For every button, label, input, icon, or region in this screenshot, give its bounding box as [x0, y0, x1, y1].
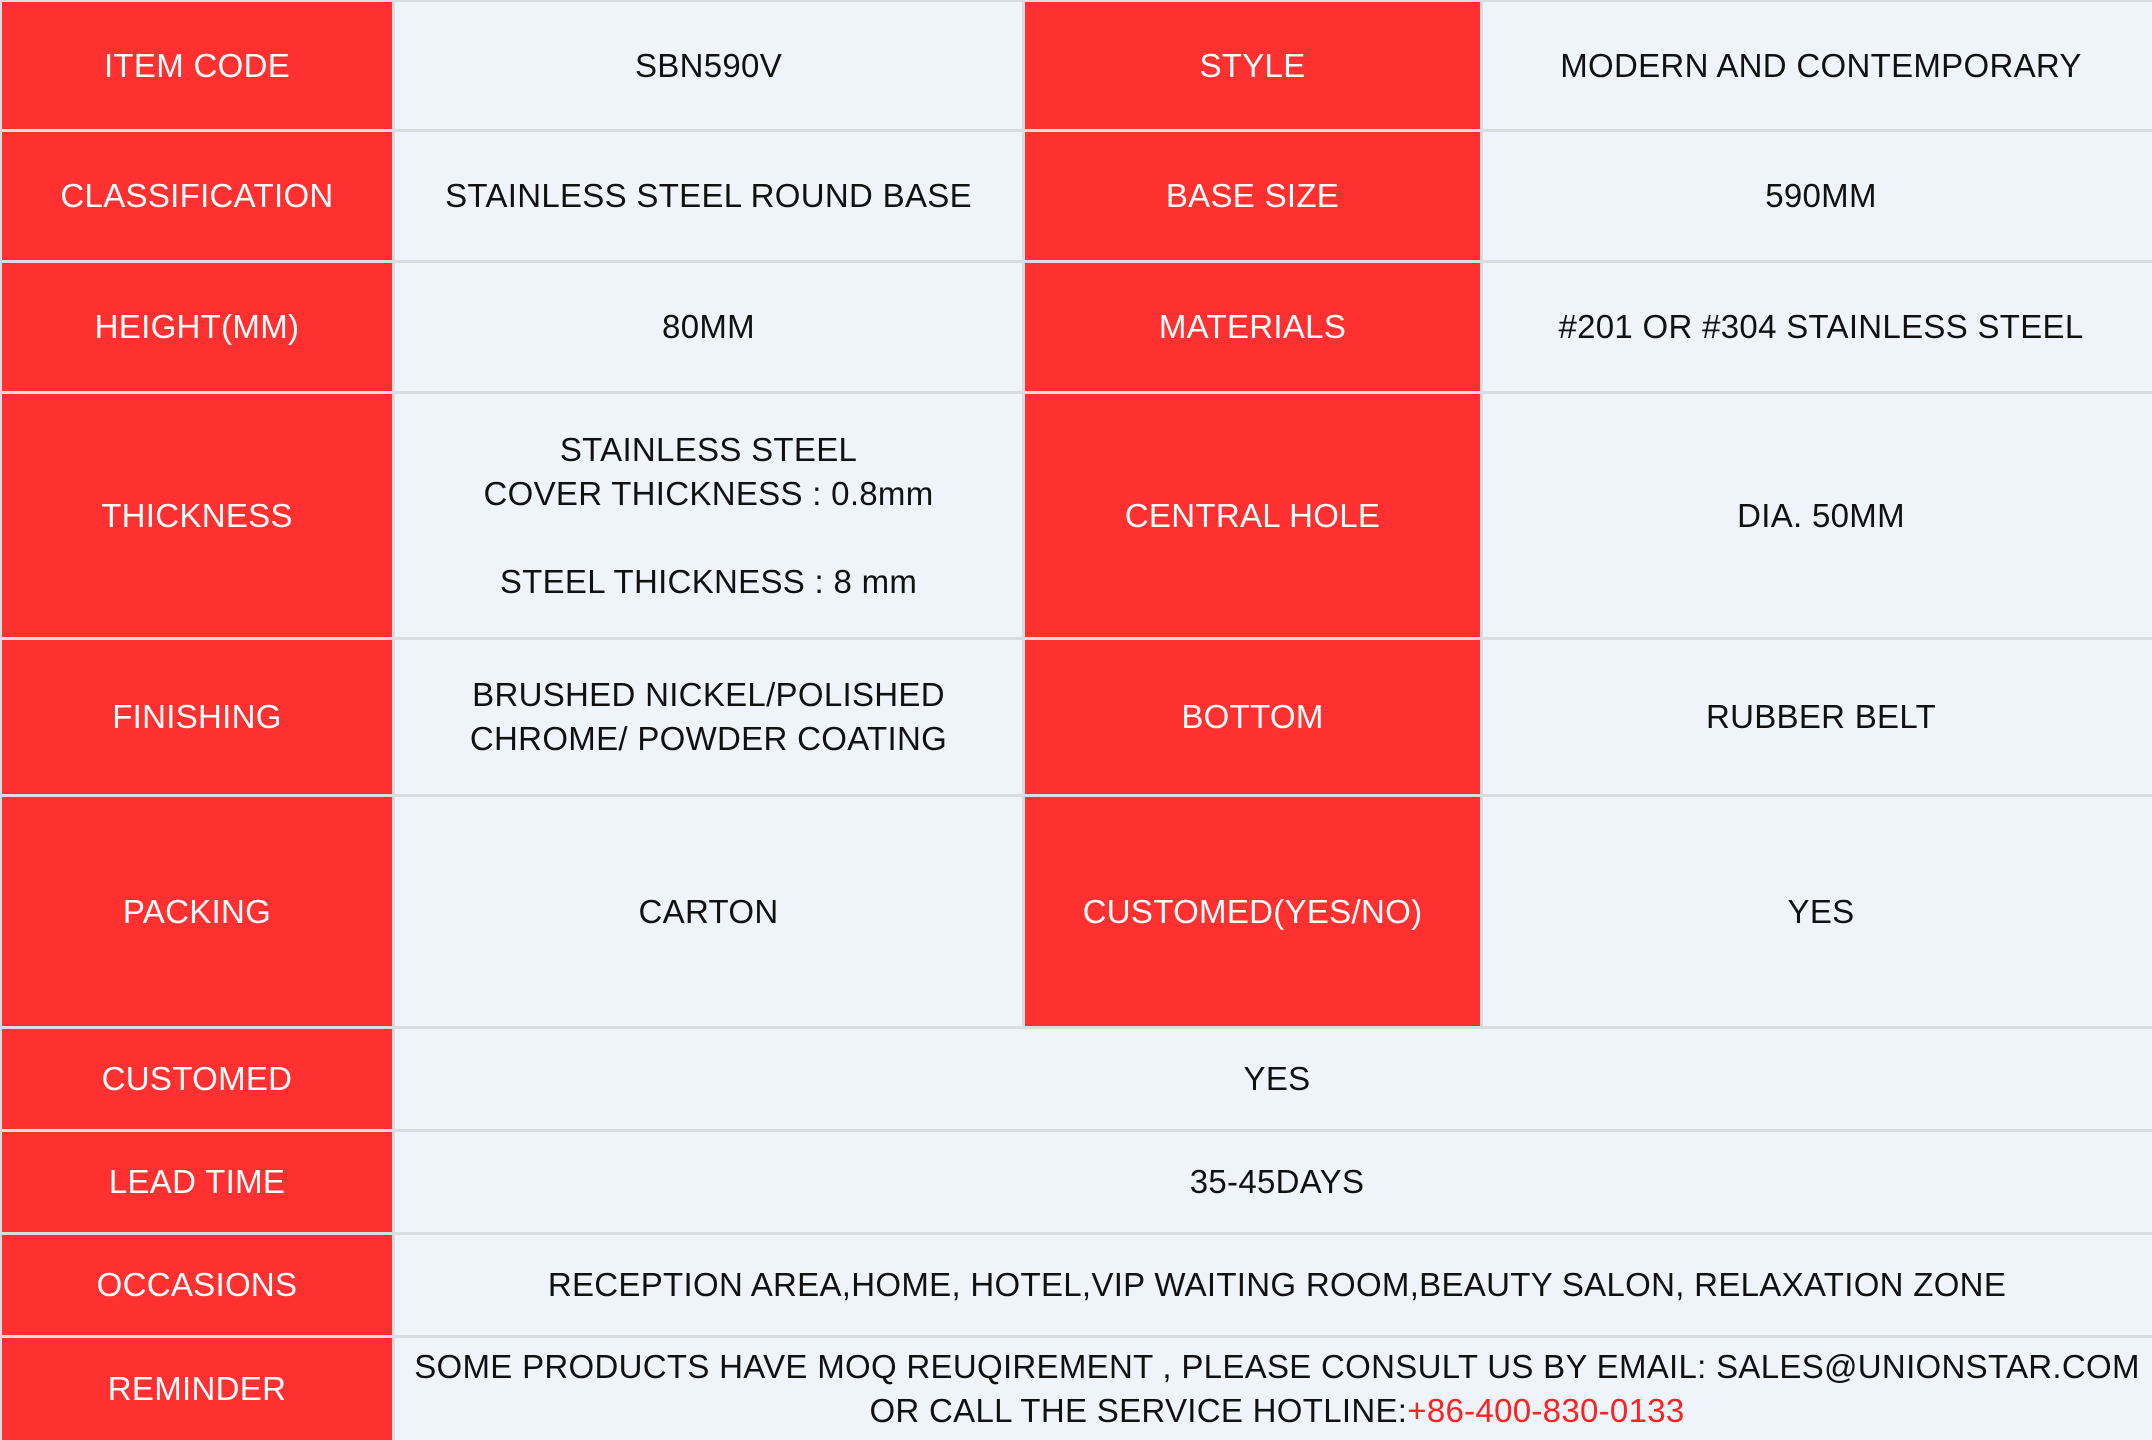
customed-yes-no-value: YES — [1483, 797, 2152, 1026]
height-label: HEIGHT(MM) — [2, 263, 392, 391]
spec-table — [2, 2, 2150, 1429]
finishing-value — [395, 640, 1022, 794]
lead-time-value: 35-45DAYS — [395, 1132, 2152, 1232]
thickness-value — [395, 394, 1022, 637]
reminder-value — [395, 1338, 2152, 1440]
item-code-value: SBN590V — [395, 2, 1022, 129]
finishing-label: FINISHING — [2, 640, 392, 794]
height-value: 80MM — [395, 263, 1022, 391]
finishing-line-2: CHROME/ POWDER COATING — [469, 720, 948, 757]
materials-label: MATERIALS — [1025, 263, 1480, 391]
classification-value: STAINLESS STEEL ROUND BASE — [395, 132, 1022, 260]
thickness-line-3: STEEL THICKNESS : 8 mm — [499, 562, 918, 600]
reminder-line-1: SOME PRODUCTS HAVE MOQ REUQIREMENT , PLEASE CONSULT US BY EMAIL: SALES@UNIONSTAR.COM — [414, 1348, 2140, 1385]
style-value: MODERN AND CONTEMPORARY — [1483, 2, 2152, 129]
packing-value: CARTON — [395, 797, 1022, 1026]
materials-value: #201 OR #304 STAINLESS STEEL — [1483, 263, 2152, 391]
finishing-line-1: BRUSHED NICKEL/POLISHED — [472, 676, 945, 713]
reminder-label: REMINDER — [2, 1338, 392, 1440]
item-code-label: ITEM CODE — [2, 2, 392, 129]
bottom-value: RUBBER BELT — [1483, 640, 2152, 794]
packing-label: PACKING — [2, 797, 392, 1026]
customed-value: YES — [395, 1029, 2152, 1129]
thickness-label: THICKNESS — [2, 394, 392, 637]
central-hole-value: DIA. 50MM — [1483, 394, 2152, 637]
thickness-line-2: COVER THICKNESS : 0.8mm — [483, 474, 934, 512]
customed-yes-no-label: CUSTOMED(YES/NO) — [1025, 797, 1480, 1026]
customed-label: CUSTOMED — [2, 1029, 392, 1129]
bottom-label: BOTTOM — [1025, 640, 1480, 794]
occasions-value: RECEPTION AREA,HOME, HOTEL,VIP WAITING ROOM,BEAUTY SALON, RELAXATION ZONE — [395, 1235, 2152, 1335]
occasions-label: OCCASIONS — [2, 1235, 392, 1335]
classification-label: CLASSIFICATION — [2, 132, 392, 260]
reminder-line-2-prefix: OR CALL THE SERVICE HOTLINE: — [869, 1392, 1408, 1429]
lead-time-label: LEAD TIME — [2, 1132, 392, 1232]
reminder-line-2 — [869, 1389, 1684, 1433]
base-size-label: BASE SIZE — [1025, 132, 1480, 260]
base-size-value: 590MM — [1483, 132, 2152, 260]
central-hole-label: CENTRAL HOLE — [1025, 394, 1480, 637]
style-label: STYLE — [1025, 2, 1480, 129]
thickness-line-1: STAINLESS STEEL — [559, 430, 858, 468]
service-hotline-number: +86-400-830-0133 — [1407, 1392, 1685, 1429]
